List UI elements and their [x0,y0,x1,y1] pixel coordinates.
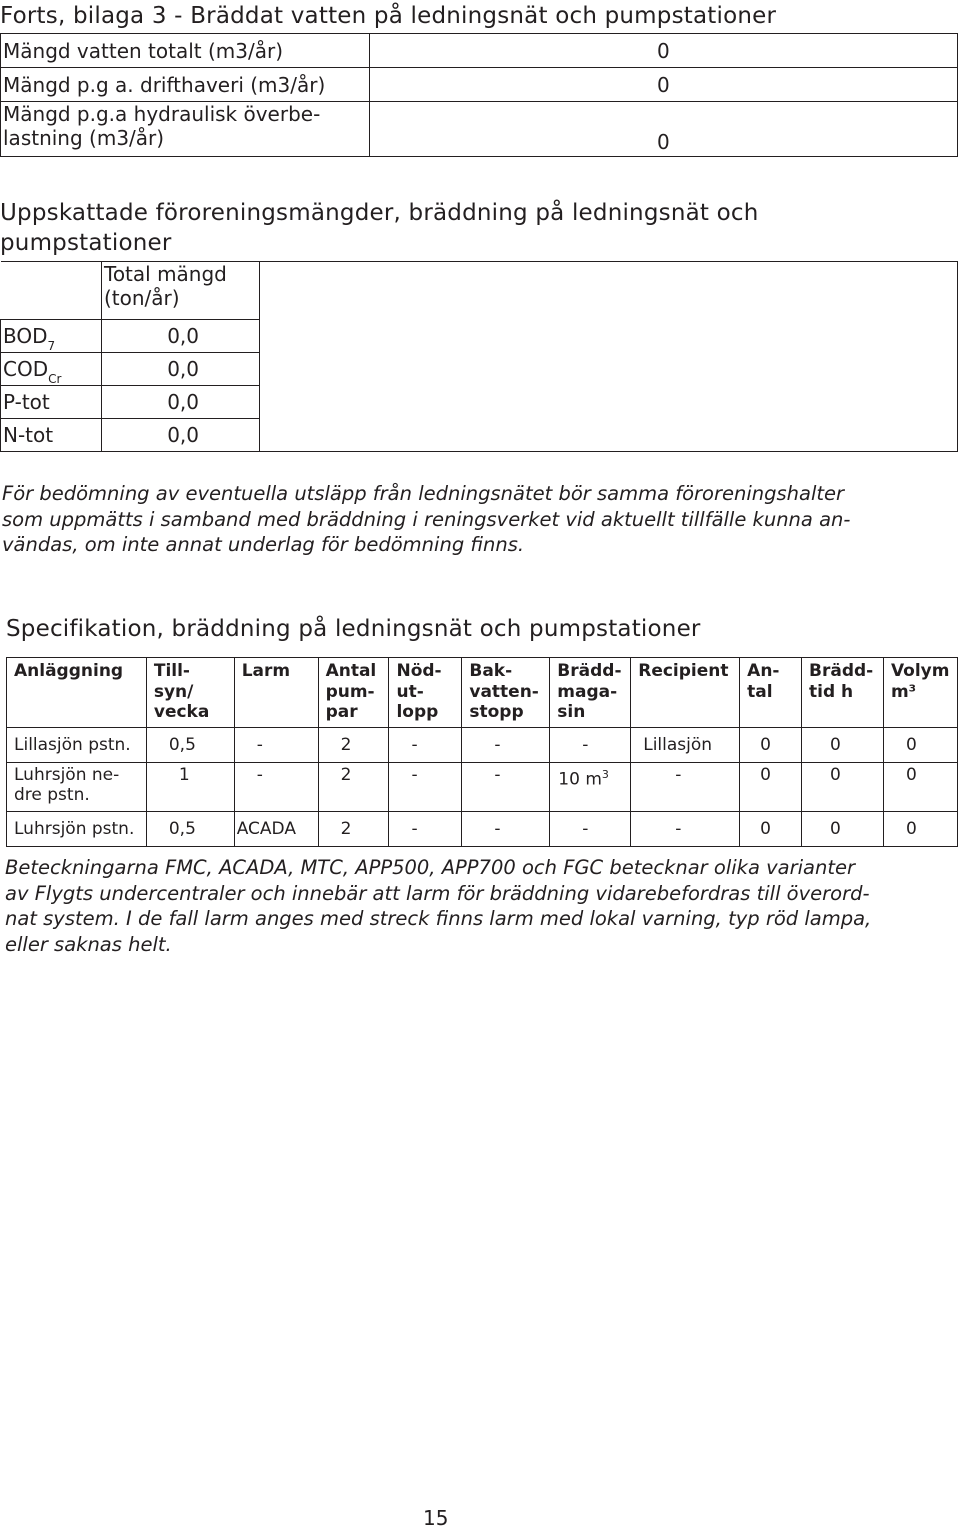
pollutant-value: 0,0 [102,419,260,452]
pollutant-value: 0,0 [102,386,260,419]
table-cell: ACADA [234,812,318,847]
header-line: Total mängd [104,262,227,286]
table-cell: - [631,763,740,812]
table-cell: 0 [883,812,957,847]
designation-note [5,855,935,957]
table-cell: - [234,763,318,812]
table-cell: 2 [318,812,389,847]
note-line: av Flygts undercentraler och innebär att larm för bräddning vidarebefordras till överord- [5,881,870,905]
overflow-volume-table [0,33,958,157]
table-cell: 0 [802,728,884,763]
table-header-row [1,262,958,320]
row-label-line: lastning (m3/år) [3,126,165,150]
table-row [1,102,958,157]
column-header: Antal pum- par [318,658,389,728]
table-row [1,34,958,68]
table-cell: - [550,728,631,763]
table-cell: Luhrsjön pstn. [7,812,147,847]
table-cell: - [462,728,550,763]
table-cell: Lillasjön [631,728,740,763]
note-line: vändas, om inte annat underlag för bedömning finns. [2,533,525,556]
column-header: Larm [234,658,318,728]
table-row [7,763,958,812]
row-label-line: Mängd p.g.a hydraulisk överbe- [3,102,321,126]
header-empty-cell [1,262,102,320]
pollutant-value: 0,0 [102,353,260,386]
column-header: An- tal [740,658,802,728]
table-cell: - [631,812,740,847]
table-cell: 2 [318,763,389,812]
table-cell: 0 [740,728,802,763]
row-value: 0 [370,102,958,157]
table-row [7,728,958,763]
column-header: Nöd- ut- lopp [389,658,462,728]
section-heading: Uppskattade föroreningsmängder, bräddning på ledningsnät och pumpstationer [0,200,759,256]
note-line: För bedömning av eventuella utsläpp från ledningsnätet bör samma föroreningshalter [2,482,845,505]
table-cell: - [550,812,631,847]
column-header: Till- syn/ vecka [146,658,234,728]
note-line: Beteckningarna FMC, ACADA, MTC, APP500, APP700 och FGC betecknar olika varianter [5,856,855,879]
table-cell: - [234,728,318,763]
column-header: Volym m³ [883,658,957,728]
page-heading: Forts, bilaga 3 - Bräddat vatten på ledningsnät och pumpstationer [0,3,777,29]
pollutant-label: $COD_{Cr}$ [1,353,102,386]
header-total [102,262,260,320]
table-cell: Luhrsjön ne- dre pstn. [7,763,147,812]
table-cell: 0 [883,763,957,812]
table-cell: 0 [883,728,957,763]
note-line: eller saknas helt. [5,932,172,956]
note-line: som uppmätts i samband med bräddning i reningsverket vid aktuellt tillfälle kunna an- [2,507,851,531]
table-cell: - [462,812,550,847]
column-header: Anläggning [7,658,147,728]
page-number: 15 [423,1506,449,1530]
specification-table [6,657,958,847]
table-cell: - [462,763,550,812]
column-header: Recipient [631,658,740,728]
pollutant-label: P-tot [1,386,102,419]
table-cell: 10 $m^3$ [550,763,631,812]
table-cell: Lillasjön pstn. [7,728,147,763]
empty-area [260,262,958,452]
section-heading: Specifikation, bräddning på ledningsnät och pumpstationer [6,616,701,642]
row-value: 0 [370,68,958,102]
pollutant-table [0,261,958,452]
pollutant-value: 0,0 [102,320,260,353]
table-header-row [7,658,958,728]
assessment-note [2,481,932,558]
row-value: 0 [370,34,958,68]
table-cell: - [389,728,462,763]
header-line: (ton/år) [104,286,180,310]
table-cell: 0 [802,812,884,847]
row-label: Mängd p.g a. drifthaveri (m3/år) [1,68,370,102]
table-cell: 0,5 [146,728,234,763]
note-line: nat system. I de fall larm anges med streck finns larm med lokal varning, typ röd lampa, [5,907,872,930]
column-header: Brädd- maga- sin [550,658,631,728]
table-cell: 1 [146,763,234,812]
table-cell: 0,5 [146,812,234,847]
table-cell: 0 [740,763,802,812]
column-header: Bak- vatten- stopp [462,658,550,728]
table-cell: - [389,812,462,847]
table-cell: - [389,763,462,812]
table-row [7,812,958,847]
row-label: Mängd vatten totalt (m3/år) [1,34,370,68]
column-header: Brädd- tid h [802,658,884,728]
table-cell: 2 [318,728,389,763]
row-label [1,102,370,157]
table-cell: 0 [802,763,884,812]
table-row [1,68,958,102]
pollutant-label: $BOD_7$ [1,320,102,353]
table-cell: 0 [740,812,802,847]
pollutant-label: N-tot [1,419,102,452]
